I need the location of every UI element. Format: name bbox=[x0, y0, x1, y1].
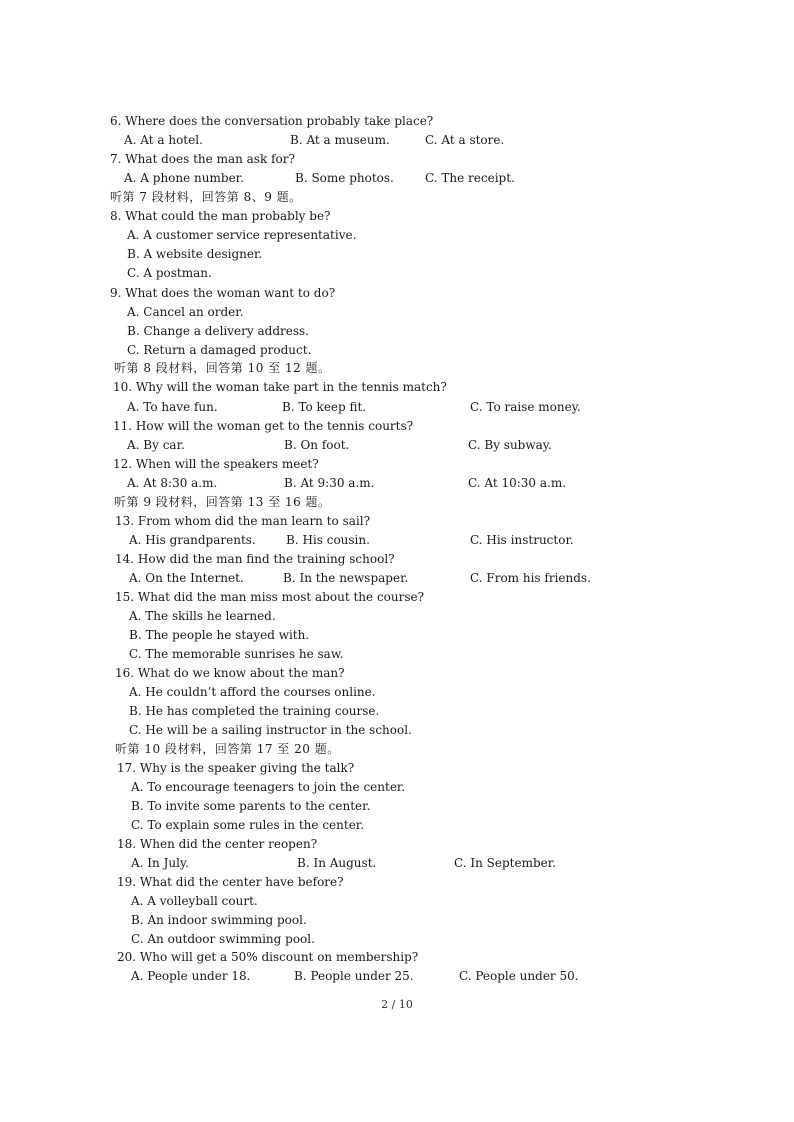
q18-option-c: C. In September. bbox=[454, 856, 556, 870]
q6-option-a: A. At a hotel. bbox=[124, 133, 203, 147]
section-10-heading: 听第 10 段材料，回答第 17 至 20 题。 bbox=[115, 742, 340, 756]
question-18: 18. When did the center reopen? bbox=[117, 837, 318, 851]
section-7-heading: 听第 7 段材料，回答第 8、9 题。 bbox=[110, 190, 302, 204]
q9-option-b: B. Change a delivery address. bbox=[127, 324, 309, 338]
q12-option-c: C. At 10:30 a.m. bbox=[468, 476, 567, 490]
q10-option-b: B. To keep fit. bbox=[282, 400, 367, 414]
q11-option-a: A. By car. bbox=[127, 438, 185, 452]
q19-option-c: C. An outdoor swimming pool. bbox=[131, 932, 315, 946]
q7-option-c: C. The receipt. bbox=[425, 171, 515, 185]
q18-option-a: A. In July. bbox=[131, 856, 189, 870]
section-9-heading: 听第 9 段材料，回答第 13 至 16 题。 bbox=[114, 495, 331, 509]
question-12: 12. When will the speakers meet? bbox=[113, 457, 319, 471]
q19-option-b: B. An indoor swimming pool. bbox=[131, 913, 307, 927]
section-8-heading: 听第 8 段材料，回答第 10 至 12 题。 bbox=[114, 361, 331, 375]
q16-option-b: B. He has completed the training course. bbox=[129, 704, 380, 718]
q6-option-b: B. At a museum. bbox=[290, 133, 390, 147]
q16-option-a: A. He couldn’t afford the courses online. bbox=[129, 685, 376, 699]
question-13: 13. From whom did the man learn to sail? bbox=[115, 514, 371, 528]
q18-option-b: B. In August. bbox=[297, 856, 377, 870]
q20-option-a: A. People under 18. bbox=[131, 969, 251, 983]
q15-option-a: A. The skills he learned. bbox=[129, 609, 276, 623]
question-20: 20. Who will get a 50% discount on membership? bbox=[117, 950, 419, 964]
question-8: 8. What could the man probably be? bbox=[110, 209, 331, 223]
q17-option-b: B. To invite some parents to the center. bbox=[131, 799, 371, 813]
q16-option-c: C. He will be a sailing instructor in the school. bbox=[129, 723, 412, 737]
q7-option-a: A. A phone number. bbox=[124, 171, 244, 185]
q10-option-c: C. To raise money. bbox=[470, 400, 581, 414]
q14-option-c: C. From his friends. bbox=[470, 571, 591, 585]
q10-option-a: A. To have fun. bbox=[127, 400, 218, 414]
q9-option-a: A. Cancel an order. bbox=[127, 305, 244, 319]
page-number: 2 / 10 bbox=[381, 998, 413, 1011]
q13-option-a: A. His grandparents. bbox=[129, 533, 256, 547]
question-9: 9. What does the woman want to do? bbox=[110, 286, 336, 300]
question-17: 17. Why is the speaker giving the talk? bbox=[117, 761, 355, 775]
q13-option-c: C. His instructor. bbox=[470, 533, 574, 547]
q12-option-a: A. At 8:30 a.m. bbox=[127, 476, 218, 490]
q9-option-c: C. Return a damaged product. bbox=[127, 343, 312, 357]
q8-option-b: B. A website designer. bbox=[127, 247, 263, 261]
q8-option-a: A. A customer service representative. bbox=[127, 228, 357, 242]
q14-option-a: A. On the Internet. bbox=[129, 571, 244, 585]
q15-option-b: B. The people he stayed with. bbox=[129, 628, 310, 642]
q7-option-b: B. Some photos. bbox=[295, 171, 394, 185]
q20-option-b: B. People under 25. bbox=[294, 969, 414, 983]
q15-option-c: C. The memorable sunrises he saw. bbox=[129, 647, 344, 661]
q11-option-b: B. On foot. bbox=[284, 438, 350, 452]
q17-option-a: A. To encourage teenagers to join the center. bbox=[131, 780, 406, 794]
q13-option-b: B. His cousin. bbox=[286, 533, 370, 547]
q6-option-c: C. At a store. bbox=[425, 133, 505, 147]
q20-option-c: C. People under 50. bbox=[459, 969, 579, 983]
q14-option-b: B. In the newspaper. bbox=[283, 571, 409, 585]
question-16: 16. What do we know about the man? bbox=[115, 666, 345, 680]
q8-option-c: C. A postman. bbox=[127, 266, 212, 280]
q19-option-a: A. A volleyball court. bbox=[131, 894, 258, 908]
q12-option-b: B. At 9:30 a.m. bbox=[284, 476, 375, 490]
q11-option-c: C. By subway. bbox=[468, 438, 552, 452]
question-14: 14. How did the man find the training school? bbox=[115, 552, 395, 566]
q17-option-c: C. To explain some rules in the center. bbox=[131, 818, 365, 832]
question-7: 7. What does the man ask for? bbox=[110, 152, 295, 166]
question-10: 10. Why will the woman take part in the tennis match? bbox=[113, 380, 447, 394]
question-6: 6. Where does the conversation probably take place? bbox=[110, 114, 434, 128]
question-19: 19. What did the center have before? bbox=[117, 875, 344, 889]
question-15: 15. What did the man miss most about the course? bbox=[115, 590, 425, 604]
question-11: 11. How will the woman get to the tennis courts? bbox=[113, 419, 414, 433]
